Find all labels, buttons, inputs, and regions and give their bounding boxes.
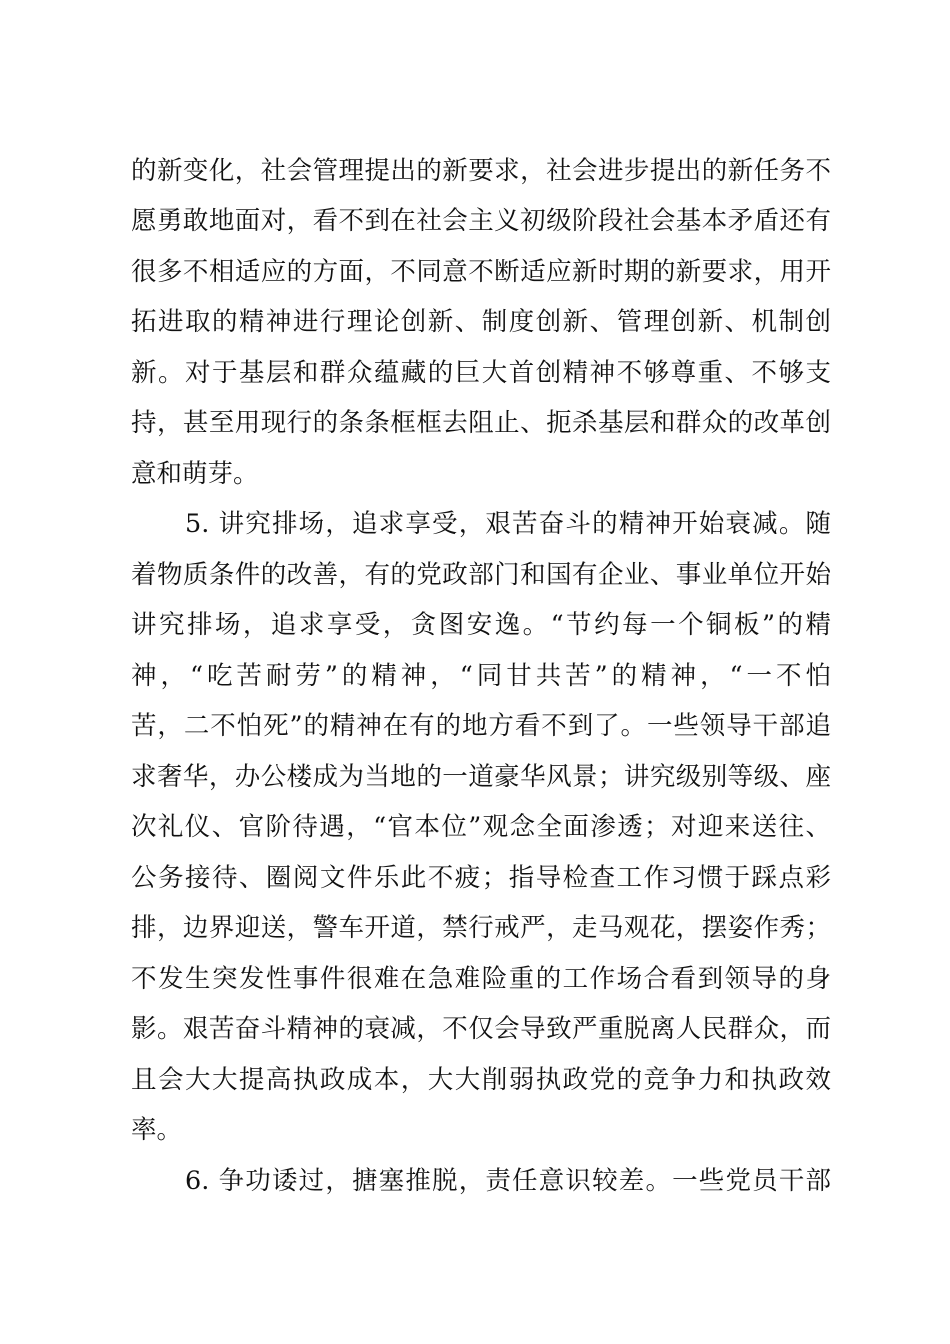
text-line: 率。 <box>131 1115 183 1145</box>
text-line: 公务接待、圈阅文件乐此不疲；指导检查工作习惯于踩点彩 <box>131 863 831 893</box>
text-line: 持，甚至用现行的条条框框去阻止、扼杀基层和群众的改革创 <box>131 408 831 438</box>
text-line: 影。艰苦奋斗精神的衰减，不仅会导致严重脱离人民群众，而 <box>131 1014 831 1044</box>
text-line: 新。对于基层和群众蕴藏的巨大首创精神不够尊重、不够支 <box>131 358 831 388</box>
text-line: 拓进取的精神进行理论创新、制度创新、管理创新、机制创 <box>131 307 831 337</box>
text-line: 的新变化，社会管理提出的新要求，社会进步提出的新任务不 <box>131 156 831 186</box>
text-line: 讲究排场，追求享受，贪图安逸。“节约每一个铜板”的精 <box>131 610 831 640</box>
text-line: 排，边界迎送，警车开道，禁行戒严，走马观花，摆姿作秀； <box>131 913 831 943</box>
section-heading-5: 5. 讲究排场，追求享受，艰苦奋斗的精神开始衰减。随 <box>185 509 831 539</box>
text-line: 且会大大提高执政成本，大大削弱执政党的竞争力和执政效 <box>131 1065 831 1095</box>
text-line: 着物质条件的改善，有的党政部门和国有企业、事业单位开始 <box>131 560 831 590</box>
text-line: 很多不相适应的方面，不同意不断适应新时期的新要求，用开 <box>131 257 831 287</box>
text-line: 次礼仪、官阶待遇，“官本位”观念全面渗透；对迎来送往、 <box>131 812 831 842</box>
section-heading-6: 6. 争功诿过，搪塞推脱，责任意识较差。一些党员干部 <box>185 1166 831 1196</box>
text-line: 苦，二不怕死”的精神在有的地方看不到了。一些领导干部追 <box>131 711 831 741</box>
text-line: 神，“吃苦耐劳”的精神，“同甘共苦”的精神，“一不怕 <box>131 661 831 691</box>
text-line: 愿勇敢地面对，看不到在社会主义初级阶段社会基本矛盾还有 <box>131 206 831 236</box>
text-line: 求奢华，办公楼成为当地的一道豪华风景；讲究级别等级、座 <box>131 762 831 792</box>
text-line: 意和萌芽。 <box>131 459 259 489</box>
text-line: 不发生突发性事件很难在急难险重的工作场合看到领导的身 <box>131 964 831 994</box>
